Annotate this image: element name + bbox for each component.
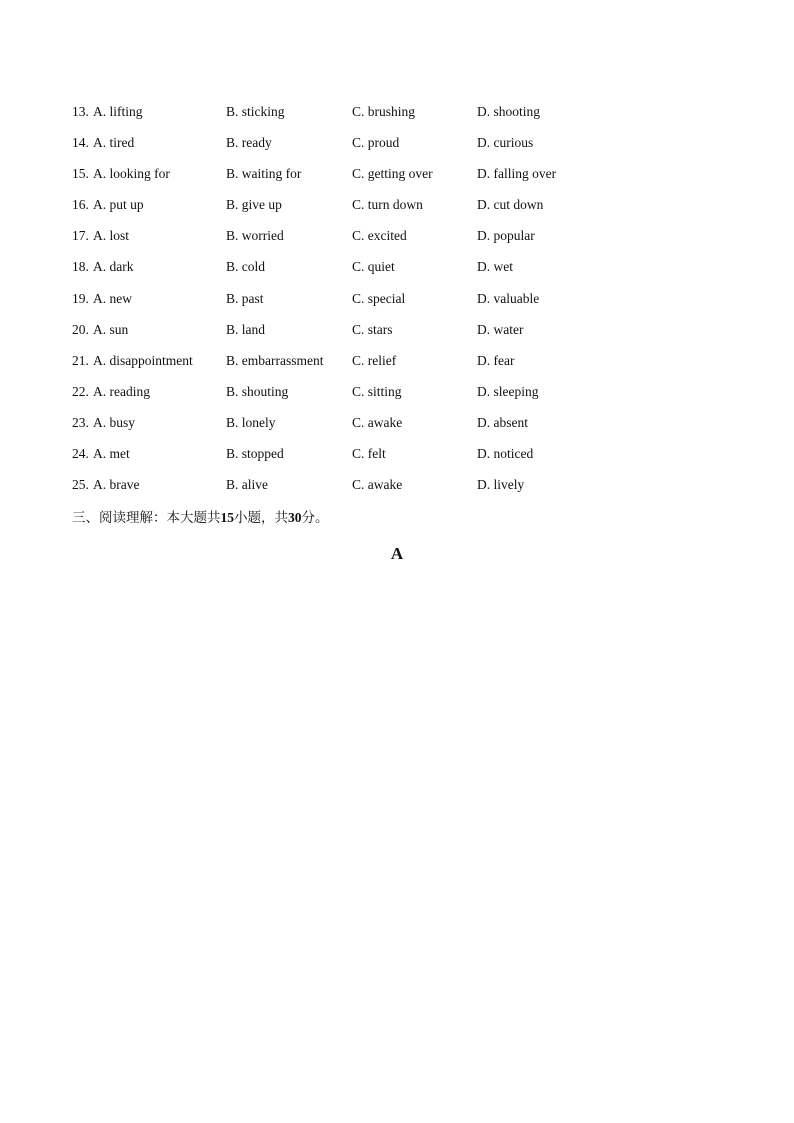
- option-a: A. looking for: [93, 166, 170, 182]
- option-a: A. brave: [93, 477, 140, 493]
- option-b: B. embarrassment: [226, 352, 324, 368]
- option-c: C. awake: [352, 414, 403, 430]
- option-c: C. felt: [352, 446, 386, 462]
- option-d: D. noticed: [477, 446, 534, 462]
- option-b: B. shouting: [226, 383, 289, 399]
- option-b: B. give up: [226, 197, 282, 213]
- option-c: C. brushing: [352, 104, 416, 119]
- option-c: C. stars: [352, 321, 393, 337]
- option-a: A. put up: [93, 197, 144, 213]
- option-a: A. reading: [93, 383, 150, 399]
- option-c: C. excited: [352, 228, 407, 244]
- option-b: B. land: [226, 321, 265, 337]
- question-number: 24.: [72, 446, 89, 462]
- section-heading-middle: 小题，共: [234, 510, 288, 526]
- passage-title: A: [390, 544, 404, 563]
- option-a: A. sun: [93, 321, 129, 337]
- option-d: D. water: [477, 321, 524, 337]
- option-b: B. past: [226, 290, 264, 306]
- question-number: 23.: [72, 414, 89, 430]
- option-c: C. relief: [352, 352, 397, 368]
- option-b: B. alive: [226, 477, 268, 493]
- option-d: D. fear: [477, 352, 515, 368]
- option-b: B. cold: [226, 259, 265, 275]
- question-row: [0, 445, 794, 476]
- question-number: 19.: [72, 290, 89, 306]
- question-number: 17.: [72, 228, 89, 244]
- question-row: [0, 103, 794, 134]
- option-b: B. ready: [226, 135, 272, 151]
- question-row: [0, 352, 794, 383]
- question-list: [0, 103, 794, 507]
- question-row: [0, 476, 794, 507]
- question-row: [0, 383, 794, 414]
- option-a: A. busy: [93, 414, 136, 430]
- question-number: 13.: [72, 104, 89, 119]
- question-number: 25.: [72, 477, 89, 493]
- option-b: B. worried: [226, 228, 284, 244]
- option-d: D. lively: [477, 477, 525, 493]
- option-c: C. special: [352, 290, 406, 306]
- option-c: C. turn down: [352, 197, 423, 213]
- question-number: 16.: [72, 197, 89, 213]
- option-c: C. awake: [352, 477, 403, 493]
- option-d: D. popular: [477, 228, 535, 244]
- question-row: [0, 321, 794, 352]
- option-a: A. tired: [93, 135, 135, 151]
- option-d: D. valuable: [477, 290, 540, 306]
- option-c: C. proud: [352, 135, 400, 151]
- option-b: B. sticking: [226, 104, 285, 119]
- option-a: A. lifting: [93, 104, 143, 119]
- question-row: [0, 414, 794, 445]
- question-number: 18.: [72, 259, 89, 275]
- option-d: D. cut down: [477, 197, 544, 213]
- section-heading-suffix: 分。: [301, 510, 329, 526]
- option-a: A. new: [93, 290, 132, 306]
- option-c: C. quiet: [352, 259, 395, 275]
- option-d: D. shooting: [477, 104, 541, 119]
- question-row: [0, 165, 794, 196]
- option-b: B. stopped: [226, 446, 284, 462]
- option-c: C. getting over: [352, 166, 433, 182]
- question-number: 22.: [72, 383, 89, 399]
- section-total-score: 30: [288, 510, 302, 525]
- option-d: D. curious: [477, 135, 534, 151]
- option-d: D. falling over: [477, 166, 557, 182]
- option-a: A. met: [93, 446, 130, 462]
- option-c: C. sitting: [352, 383, 402, 399]
- option-a: A. disappointment: [93, 352, 193, 368]
- option-a: A. lost: [93, 228, 130, 244]
- question-row: [0, 227, 794, 258]
- option-b: B. waiting for: [226, 166, 302, 182]
- question-row: [0, 134, 794, 165]
- question-row: [0, 258, 794, 289]
- question-row: [0, 290, 794, 321]
- question-number: 20.: [72, 321, 89, 337]
- question-row: [0, 196, 794, 227]
- section-heading: [72, 509, 329, 527]
- question-number: 14.: [72, 135, 89, 151]
- section-question-count: 15: [220, 510, 234, 525]
- question-number: 15.: [72, 166, 89, 182]
- option-a: A. dark: [93, 259, 134, 275]
- option-d: D. absent: [477, 414, 528, 430]
- option-d: D. sleeping: [477, 383, 539, 399]
- question-number: 21.: [72, 352, 89, 368]
- option-b: B. lonely: [226, 414, 276, 430]
- section-heading-prefix: 三、阅读理解：本大题共: [72, 510, 221, 526]
- option-d: D. wet: [477, 259, 513, 275]
